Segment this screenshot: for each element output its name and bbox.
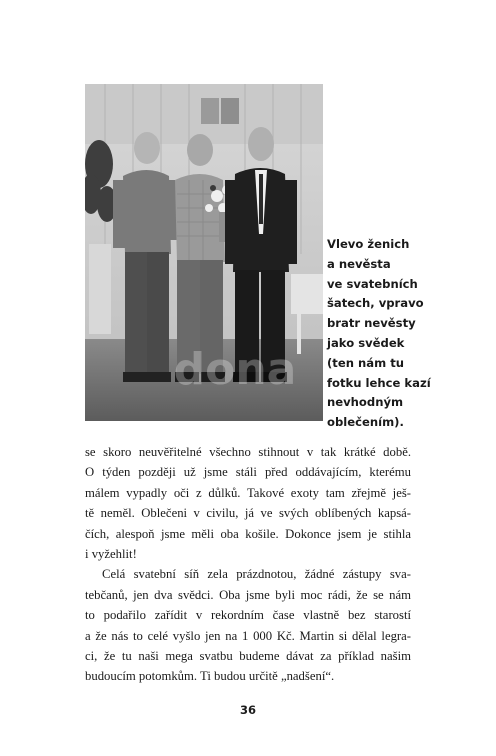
body-line: ci, že tu naši mega svatbu budeme dávat za příklad našim — [85, 649, 411, 664]
caption-line: (ten nám tu — [327, 355, 404, 370]
caption-line: Vlevo ženich — [327, 237, 410, 251]
photo-caption — [327, 235, 447, 433]
caption-line: bratr nevěsty — [327, 316, 416, 331]
body-line: Celá svatební síň zela prázdnotou, žádné zástupy sva- — [102, 567, 411, 582]
body-line: O týden později už jsme stáli před oddávajícím, kterému — [85, 465, 411, 480]
caption-line: nevhodným — [327, 395, 404, 410]
caption-line: fotku lehce kazí — [327, 375, 431, 390]
body-line: čích, alespoň jsme měli oba košile. Dokonce jsem je stihla — [85, 526, 411, 541]
caption-line: oblečením). — [327, 415, 404, 430]
caption-line: ve svatebních — [327, 276, 418, 291]
wedding-photo-graphic — [85, 84, 323, 421]
wedding-photo — [85, 84, 323, 421]
body-line: málem vypadly oči z důlků. Takové exoty tam zřejmě ješ- — [85, 485, 411, 500]
body-line: tebčanů, jen dva svědci. Oba jsme byli moc rádi, že se nám — [85, 587, 411, 602]
watermark-logo: dona — [173, 344, 297, 395]
body-line: a že nás to celé vyšlo jen na 1 000 Kč. Martin si dělal legra- — [85, 628, 411, 643]
caption-line: šatech, vpravo — [327, 296, 424, 311]
body-line: budoucím potomkům. Ti budou určitě „nadšení“. — [85, 669, 335, 684]
body-line: i vyžehlit! — [85, 547, 137, 562]
caption-line: a nevěsta — [327, 256, 391, 271]
page-number: 36 — [239, 703, 256, 717]
caption-line: jako svědek — [327, 335, 405, 350]
body-text — [85, 442, 411, 687]
body-line: to podařilo zařídit v rekordním čase vlastně bez starostí — [85, 608, 411, 623]
body-line: se skoro neuvěřitelné všechno stihnout v tak krátké době. — [85, 445, 411, 459]
body-line: tě neměl. Oblečeni v civilu, já ve svých oblíbených kapsá- — [85, 506, 411, 521]
